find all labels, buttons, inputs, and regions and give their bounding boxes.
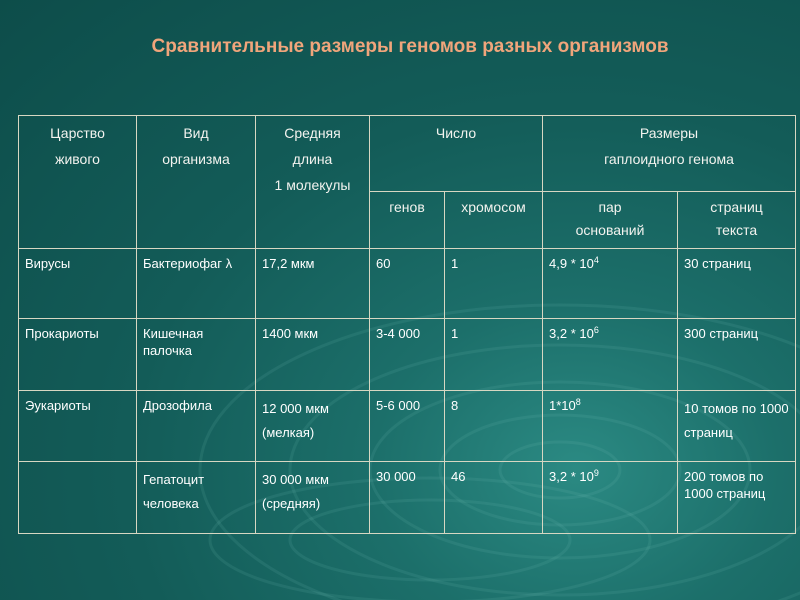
cell-length: 1400 мкм	[256, 319, 370, 391]
genome-table	[18, 115, 796, 534]
cell-species: Дрозофила	[137, 391, 256, 462]
pairs-base: 3,2 * 10	[549, 326, 594, 341]
cell-length: 12 000 мкм (мелкая)	[256, 391, 370, 462]
header-text: пар	[598, 199, 622, 215]
cell-pages: 10 томов по 1000 страниц	[678, 391, 796, 462]
header-text: Средняя	[284, 125, 341, 141]
pairs-exponent: 8	[575, 397, 581, 407]
header-text: Размеры	[639, 125, 699, 141]
page-title: Сравнительные размеры геномов разных организмов	[151, 36, 669, 57]
table-row	[19, 391, 796, 462]
pairs-exponent: 9	[593, 468, 599, 478]
cell-pages: 30 страниц	[678, 249, 796, 319]
header-row	[19, 116, 796, 192]
cell-kingdom: Вирусы	[19, 249, 137, 319]
cell-species: Бактериофаг λ	[137, 249, 256, 319]
pairs-exponent: 4	[593, 255, 599, 265]
cell-pairs	[543, 462, 678, 534]
table-row	[19, 319, 796, 391]
pairs-base: 1*10	[549, 398, 576, 413]
header-genes: генов	[370, 192, 445, 249]
header-text: текста	[715, 222, 758, 238]
header-text: страниц	[710, 199, 763, 215]
cell-genes: 5-6 000	[370, 391, 445, 462]
header-text: длина	[292, 151, 333, 167]
cell-genes: 30 000	[370, 462, 445, 534]
cell-pages: 200 томов по 1000 страниц	[678, 462, 796, 534]
cell-chromosomes: 46	[445, 462, 543, 534]
pairs-base: 3,2 * 10	[549, 469, 594, 484]
header-text: живого	[55, 151, 100, 167]
cell-chromosomes: 8	[445, 391, 543, 462]
pairs-base: 4,9 * 10	[549, 256, 594, 271]
cell-pairs	[543, 319, 678, 391]
header-kingdom	[19, 116, 137, 249]
cell-length: 30 000 мкм (средняя)	[256, 462, 370, 534]
cell-species: Гепатоцит человека	[137, 462, 256, 534]
cell-pairs	[543, 391, 678, 462]
header-text: организма	[162, 151, 230, 167]
header-chromosomes: хромосом	[445, 192, 543, 249]
table-row	[19, 249, 796, 319]
cell-pairs	[543, 249, 678, 319]
cell-genes: 3-4 000	[370, 319, 445, 391]
header-pages	[678, 192, 796, 249]
header-text: Царство	[50, 125, 105, 141]
cell-genes: 60	[370, 249, 445, 319]
cell-pages: 300 страниц	[678, 319, 796, 391]
header-text: гаплоидного генома	[604, 151, 734, 167]
header-length	[256, 116, 370, 249]
header-pairs	[543, 192, 678, 249]
cell-chromosomes: 1	[445, 249, 543, 319]
cell-chromosomes: 1	[445, 319, 543, 391]
cell-kingdom	[19, 462, 137, 534]
cell-kingdom: Прокариоты	[19, 319, 137, 391]
header-text: 1 молекулы	[274, 177, 351, 193]
table-row	[19, 462, 796, 534]
cell-kingdom: Эукариоты	[19, 391, 137, 462]
header-text: Вид	[183, 125, 209, 141]
header-species	[137, 116, 256, 249]
header-text: оснований	[575, 222, 645, 238]
header-count: Число	[370, 116, 543, 192]
cell-length: 17,2 мкм	[256, 249, 370, 319]
cell-species: Кишечная палочка	[137, 319, 256, 391]
pairs-exponent: 6	[593, 325, 599, 335]
header-size	[543, 116, 796, 192]
